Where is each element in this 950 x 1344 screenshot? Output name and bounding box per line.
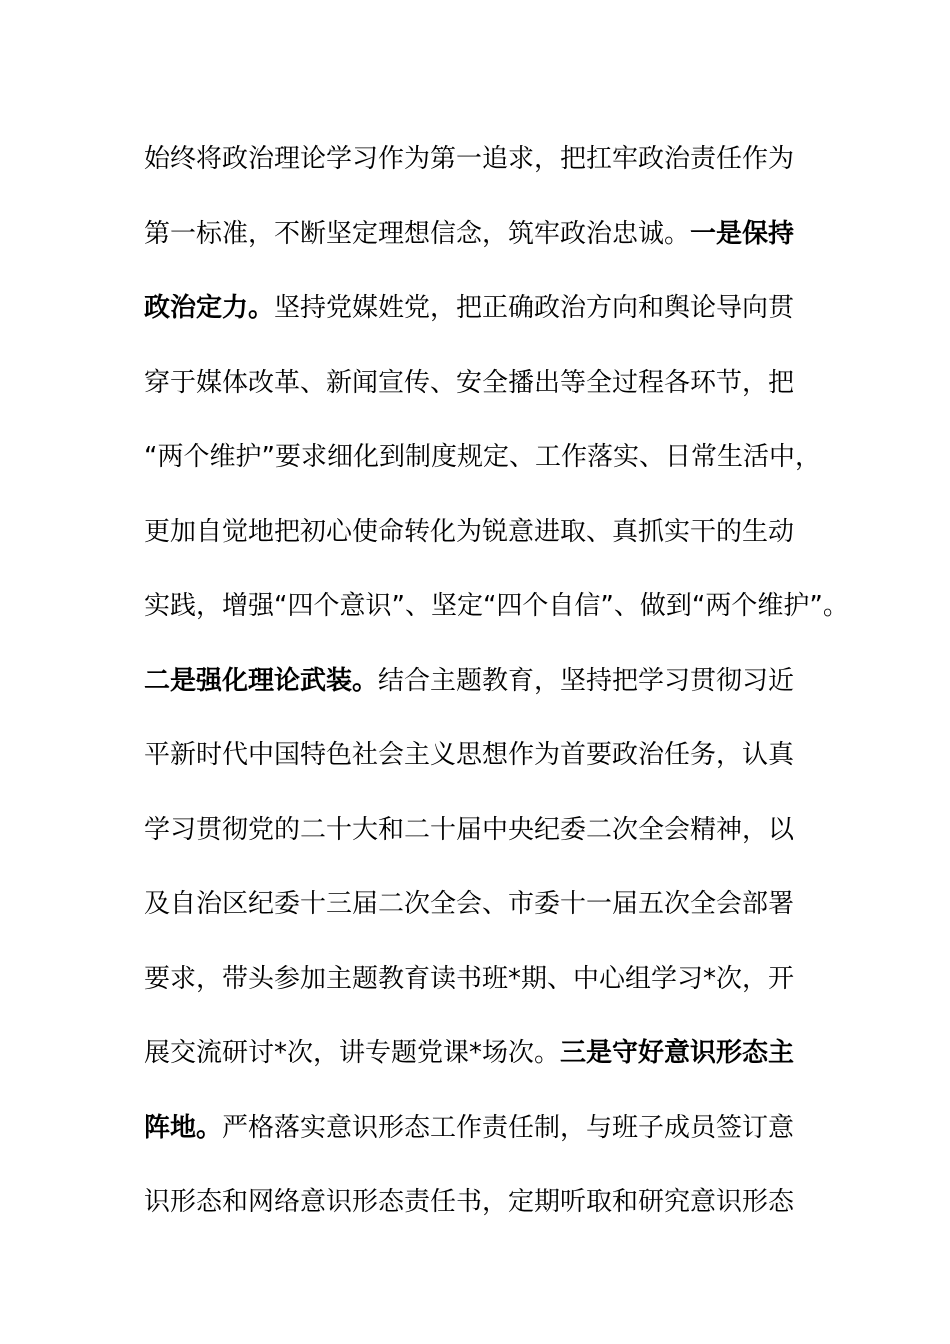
- text-segment: 平新时代中国特色社会主义思想作为首要政治任务，认真: [144, 740, 795, 770]
- document-body-text: [144, 122, 849, 1240]
- bold-heading-segment: 二是强化理论武装。: [144, 665, 379, 696]
- text-line: [144, 718, 824, 793]
- text-line: [144, 197, 824, 272]
- text-line: [144, 867, 824, 942]
- text-segment: 学习贯彻党的二十大和二十届中央纪委二次全会精神，以: [144, 814, 795, 845]
- text-line: [144, 271, 824, 346]
- bold-heading-segment: 阵地。: [144, 1112, 223, 1143]
- text-line: [144, 1091, 824, 1166]
- text-line: [144, 122, 824, 197]
- text-segment: 第一标准，不断坚定理想信念，筑牢政治忠诚。: [144, 218, 691, 249]
- text-segment: 识形态和网络意识形态责任书，定期听取和研究意识形态: [144, 1187, 795, 1217]
- bold-heading-segment: 一是保持: [690, 218, 795, 249]
- text-segment: 要求，带头参加主题教育读书班*期、中心组学习*次，开: [144, 963, 795, 994]
- text-line: [144, 793, 824, 868]
- text-line: [144, 346, 824, 421]
- text-line: [144, 1016, 824, 1091]
- text-segment: “两个维护”要求细化到制度规定、工作落实、日常生活中，: [144, 442, 821, 472]
- text-line: [144, 569, 849, 644]
- text-line: [144, 1165, 824, 1240]
- text-segment: 实践，增强“四个意识”、坚定“四个自信”、做到“两个维护”。: [144, 591, 849, 621]
- text-line: [144, 495, 824, 570]
- text-line: [144, 942, 824, 1017]
- bold-heading-segment: 三是守好意识形态主: [560, 1038, 795, 1068]
- text-segment: 穿于媒体改革、新闻宣传、安全播出等全过程各环节，把: [144, 367, 795, 398]
- text-segment: 始终将政治理论学习作为第一追求，把扛牢政治责任作为: [144, 144, 795, 174]
- text-segment: 结合主题教育，坚持把学习贯彻习近: [378, 665, 795, 696]
- text-line: [144, 420, 824, 495]
- text-segment: 坚持党媒姓党，把正确政治方向和舆论导向贯: [274, 293, 795, 323]
- text-line: [144, 644, 824, 719]
- text-segment: 严格落实意识形态工作责任制，与班子成员签订意: [222, 1112, 795, 1143]
- text-segment: 展交流研讨*次，讲专题党课*场次。: [144, 1038, 561, 1068]
- text-segment: 及自治区纪委十三届二次全会、市委十一届五次全会部署: [144, 889, 795, 919]
- text-segment: 更加自觉地把初心使命转化为锐意进取、真抓实干的生动: [144, 516, 795, 547]
- bold-heading-segment: 政治定力。: [144, 293, 275, 323]
